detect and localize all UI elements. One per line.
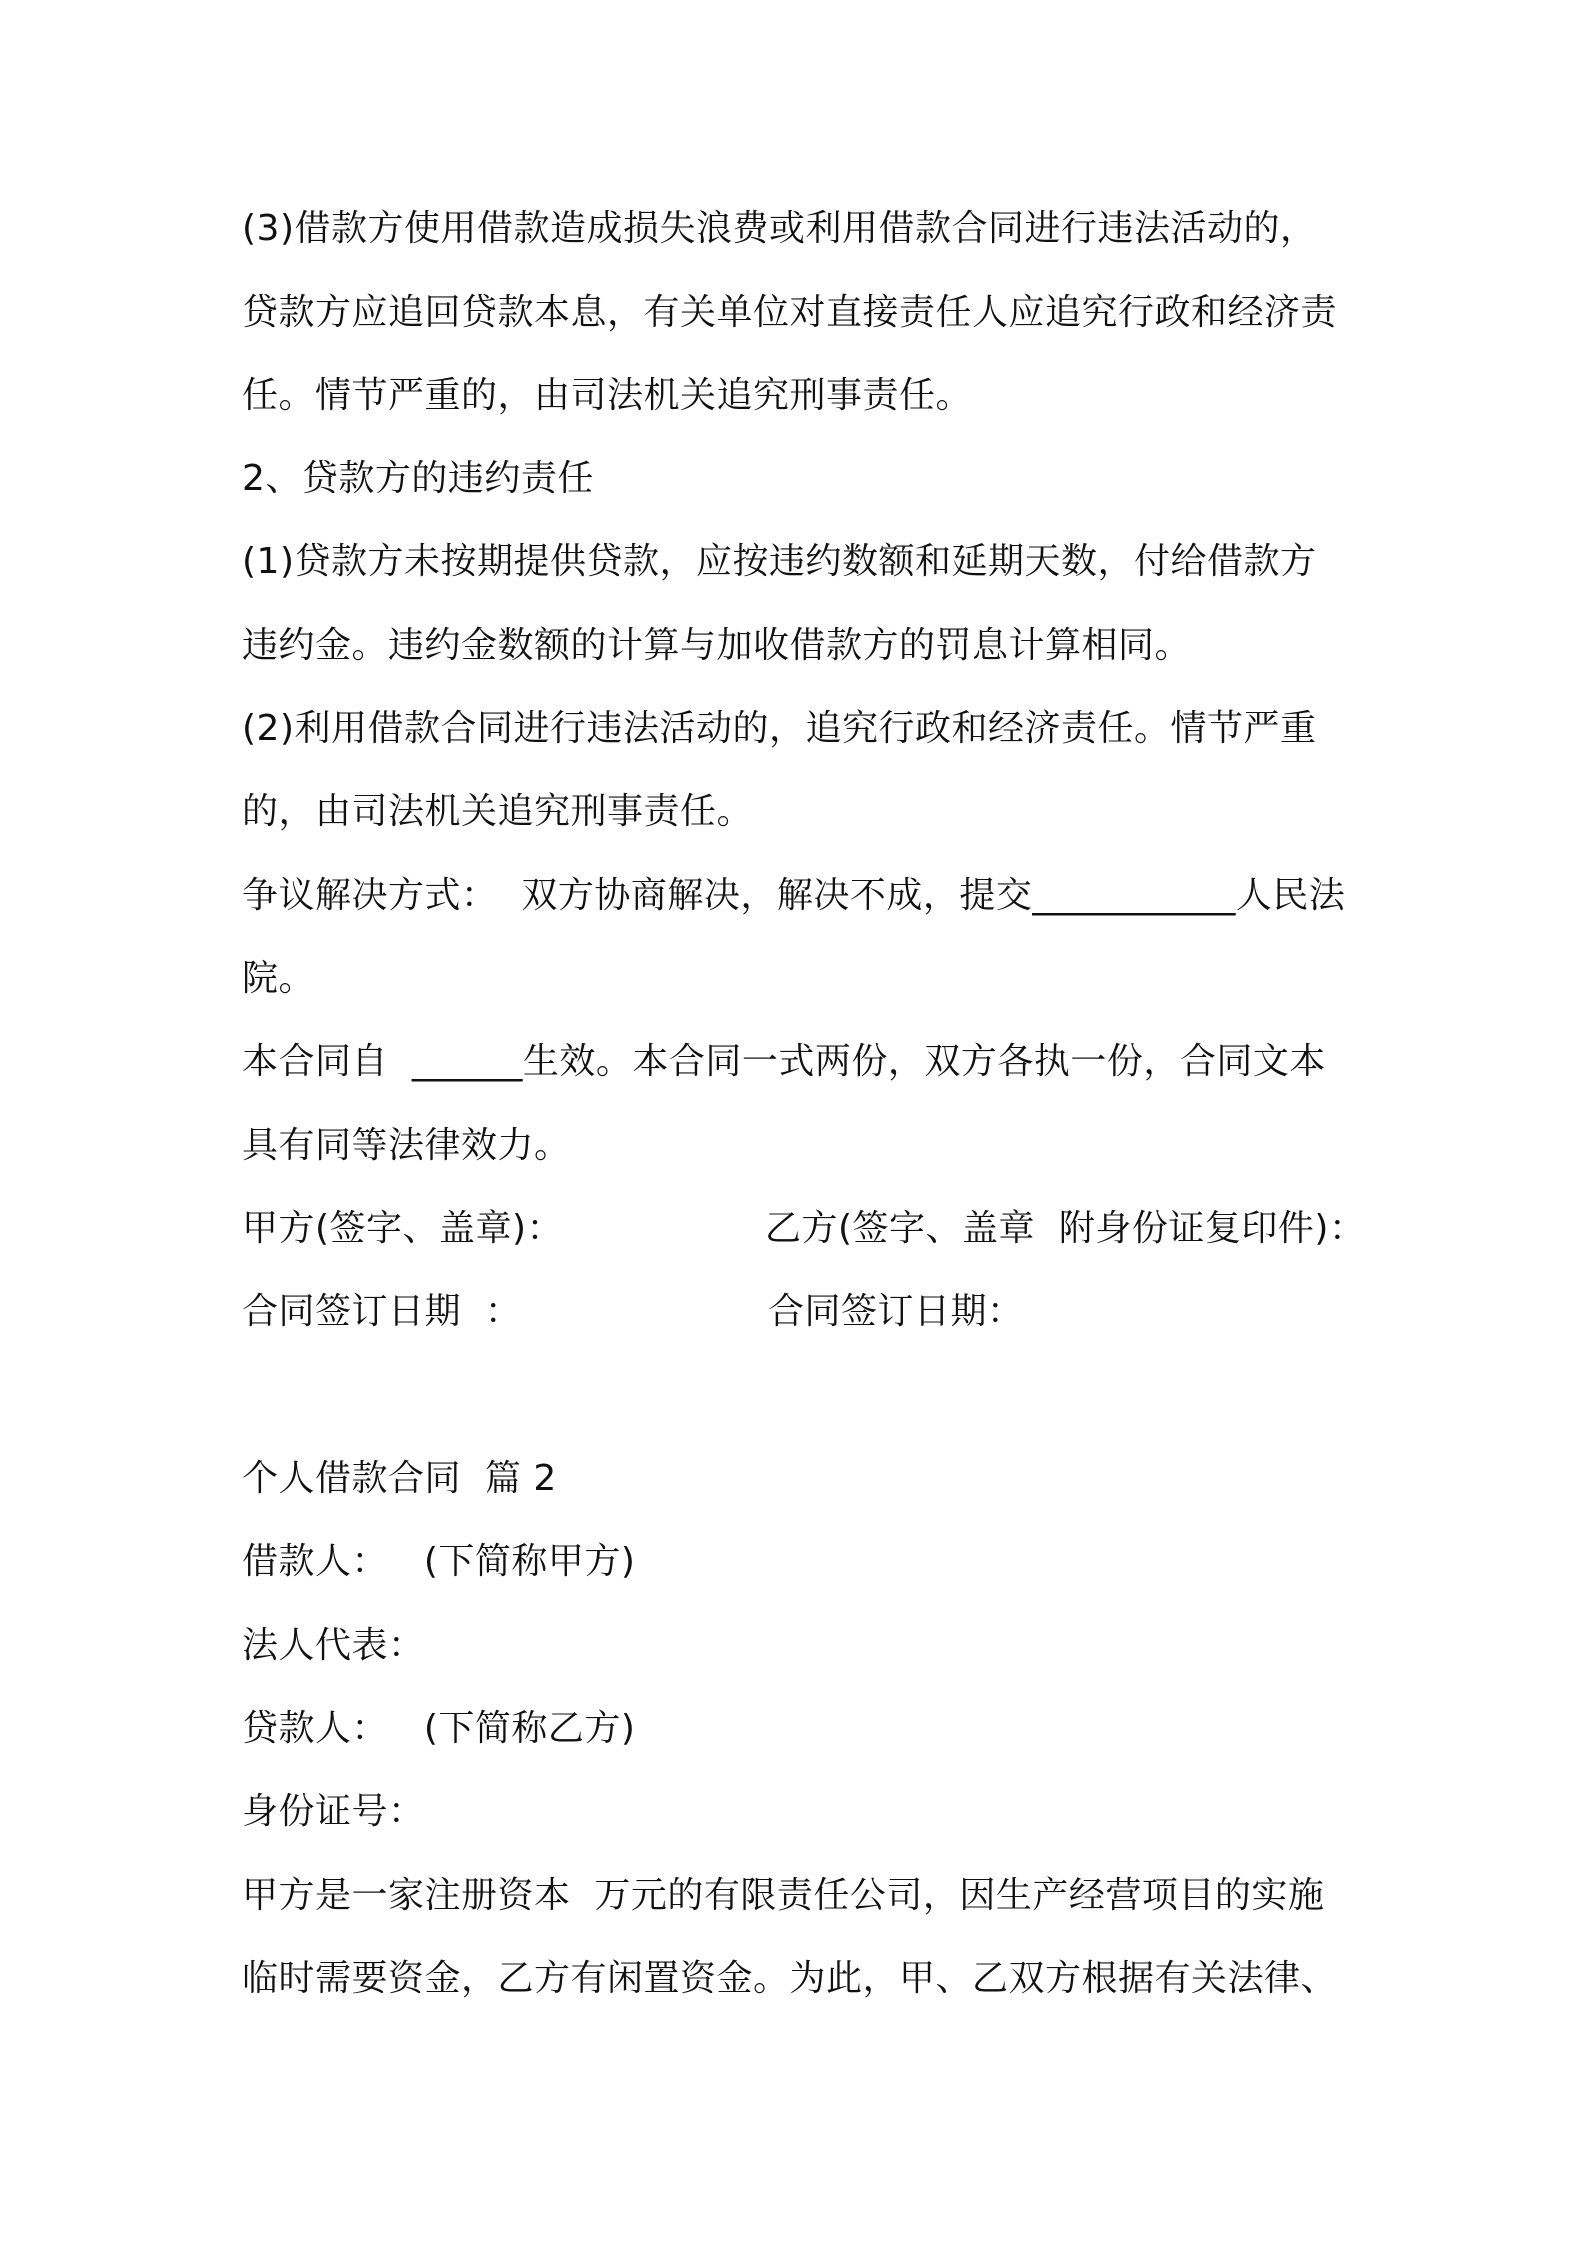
- section-2-body-line-2: 临时需要资金，乙方有闲置资金。为此，甲、乙双方根据有关法律、: [242, 1958, 1338, 1999]
- party-b-signature-label: 乙方(签字、盖章 附身份证复印件)：: [765, 1208, 1366, 1249]
- effective-clause-line-2: 具有同等法律效力。: [242, 1125, 571, 1166]
- clause-3-line-1: (3)借款方使用借款造成损失浪费或利用借款合同进行违法活动的，: [242, 208, 1317, 249]
- borrower-field: 借款人： (下简称甲方): [242, 1541, 636, 1582]
- section-2-title: 个人借款合同 篇 2: [242, 1458, 557, 1499]
- dispute-resolution-line-2: 院。: [242, 958, 316, 999]
- id-number-field: 身份证号：: [242, 1791, 425, 1832]
- section-heading-lender-liability: 2、贷款方的违约责任: [242, 458, 594, 499]
- effective-clause-line-1: 本合同自 ______生效。本合同一式两份，双方各执一份，合同文本: [242, 1041, 1326, 1082]
- clause-3-line-3: 任。情节严重的，由司法机关追究刑事责任。: [242, 375, 973, 416]
- party-b-date-label: 合同签订日期：: [768, 1291, 1024, 1332]
- legal-representative-field: 法人代表：: [242, 1625, 425, 1666]
- lender-field: 贷款人： (下简称乙方): [242, 1708, 636, 1749]
- dispute-resolution-line-1: 争议解决方式： 双方协商解决，解决不成，提交___________人民法: [242, 875, 1346, 916]
- party-a-signature-label: 甲方(签字、盖章)：: [242, 1208, 564, 1249]
- clause-2-line-2: 的，由司法机关追究刑事责任。: [242, 791, 754, 832]
- clause-1-line-2: 违约金。违约金数额的计算与加收借款方的罚息计算相同。: [242, 625, 1192, 666]
- clause-3-line-2: 贷款方应追回贷款本息，有关单位对直接责任人应追究行政和经济责: [242, 292, 1338, 333]
- clause-1-line-1: (1)贷款方未按期提供贷款，应按违约数额和延期天数，付给借款方: [242, 541, 1317, 582]
- party-a-date-label: 合同签订日期 ：: [242, 1291, 522, 1332]
- clause-2-line-1: (2)利用借款合同进行违法活动的，追究行政和经济责任。情节严重: [242, 708, 1317, 749]
- section-2-body-line-1: 甲方是一家注册资本 万元的有限责任公司，因生产经营项目的实施: [242, 1875, 1325, 1916]
